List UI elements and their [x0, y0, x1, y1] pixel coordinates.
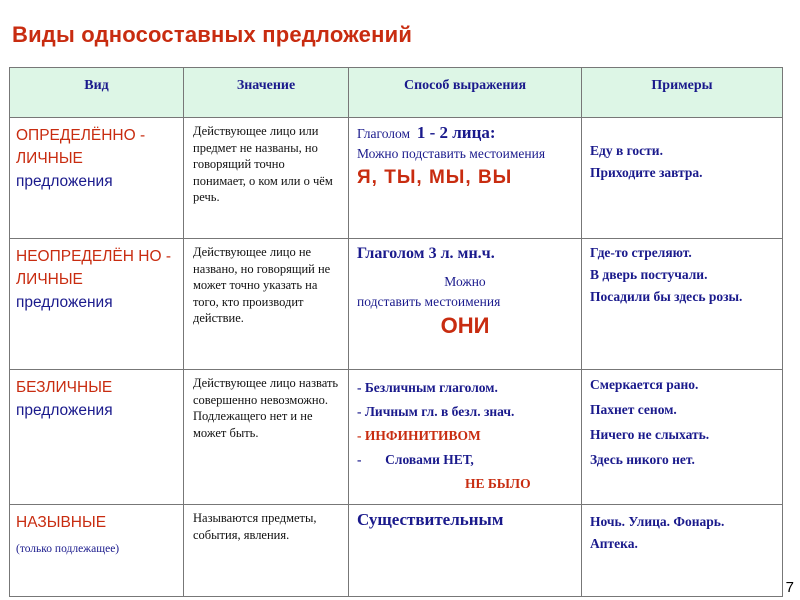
expr-item: - Личным гл. в безл. знач.: [357, 404, 515, 419]
example-item: Еду в гости.: [590, 143, 663, 158]
header-examples: Примеры: [582, 68, 783, 118]
example-item: Пахнет сеном.: [590, 402, 677, 417]
type-cell: [10, 505, 184, 597]
type-main: ОПРЕДЕЛЁННО - ЛИЧНЫЕ: [16, 127, 146, 167]
example-item: Где-то стреляют.: [590, 245, 692, 260]
type-cell: [10, 118, 184, 239]
sentence-types-table: [9, 67, 783, 597]
table-row: [10, 370, 783, 505]
meaning-cell: [184, 505, 349, 597]
examples-cell: [582, 239, 783, 370]
expr-item: - ИНФИНИТИВОМ: [357, 428, 481, 443]
expression-cell: [349, 370, 582, 505]
type-main: НЕОПРЕДЕЛЁН НО - ЛИЧНЫЕ: [16, 248, 171, 288]
expr-person: 1 - 2 лица:: [416, 123, 496, 142]
expression-cell: [349, 239, 582, 370]
examples-cell: [582, 118, 783, 239]
expr-hint-1: Можно: [444, 274, 486, 289]
expression-cell: [349, 505, 582, 597]
table-header-row: [10, 68, 783, 118]
expr-item: - Словами НЕТ,: [357, 452, 474, 467]
expr-hint-2: подставить местоимения: [357, 294, 501, 309]
expr-item: - Безличным глаголом.: [357, 380, 498, 395]
type-main: НАЗЫВНЫЕ: [16, 514, 107, 531]
table-row: [10, 505, 783, 597]
example-item: Приходите завтра.: [590, 165, 703, 180]
examples-cell: [582, 505, 783, 597]
header-type: Вид: [10, 68, 184, 118]
example-item: Ничего не слыхать.: [590, 427, 710, 442]
expr-pronouns: Я, ТЫ, МЫ, ВЫ: [357, 167, 513, 188]
type-note: (только подлежащее): [16, 543, 120, 555]
type-main: БЕЗЛИЧНЫЕ: [16, 379, 113, 396]
example-item: Ночь. Улица. Фонарь. Аптека.: [590, 514, 725, 551]
page-title: Виды односоставных предложений: [12, 22, 413, 47]
expression-cell: [349, 118, 582, 239]
expr-label: Глаголом: [357, 126, 411, 141]
example-item: Здесь никого нет.: [590, 452, 695, 467]
examples-cell: [582, 370, 783, 505]
expr-label: Глаголом 3 л. мн.ч.: [357, 245, 495, 262]
meaning-text: Действующее лицо или предмет не названы, но говорящий точно понимает, о ком или о чём речь.: [193, 124, 333, 204]
type-sub: предложения: [16, 173, 113, 190]
meaning-text: Называются предметы, события, явления.: [193, 511, 317, 542]
header-expression: Способ выражения: [349, 68, 582, 118]
header-meaning: Значение: [184, 68, 349, 118]
expr-label: Существительным: [357, 510, 504, 529]
table-row: [10, 239, 783, 370]
slide-number: 7: [785, 579, 794, 596]
meaning-text: Действующее лицо не названо, но говорящий не может точно указать на того, кто производит действие.: [193, 245, 331, 325]
meaning-cell: [184, 118, 349, 239]
example-item: Посадили бы здесь розы.: [590, 289, 743, 304]
type-sub: предложения: [16, 294, 113, 311]
expr-hint: Можно подставить местоимения: [357, 146, 546, 161]
expr-pronoun: ОНИ: [440, 313, 490, 338]
meaning-cell: [184, 239, 349, 370]
table-row: [10, 118, 783, 239]
example-item: В дверь постучали.: [590, 267, 708, 282]
type-cell: [10, 239, 184, 370]
example-item: Смеркается рано.: [590, 377, 699, 392]
meaning-cell: [184, 370, 349, 505]
meaning-text: Действующее лицо назвать совершенно невозможно. Подлежащего нет и не может быть.: [193, 376, 339, 440]
expr-item: НЕ БЫЛО: [465, 476, 531, 491]
type-cell: [10, 370, 184, 505]
type-sub: предложения: [16, 402, 113, 419]
